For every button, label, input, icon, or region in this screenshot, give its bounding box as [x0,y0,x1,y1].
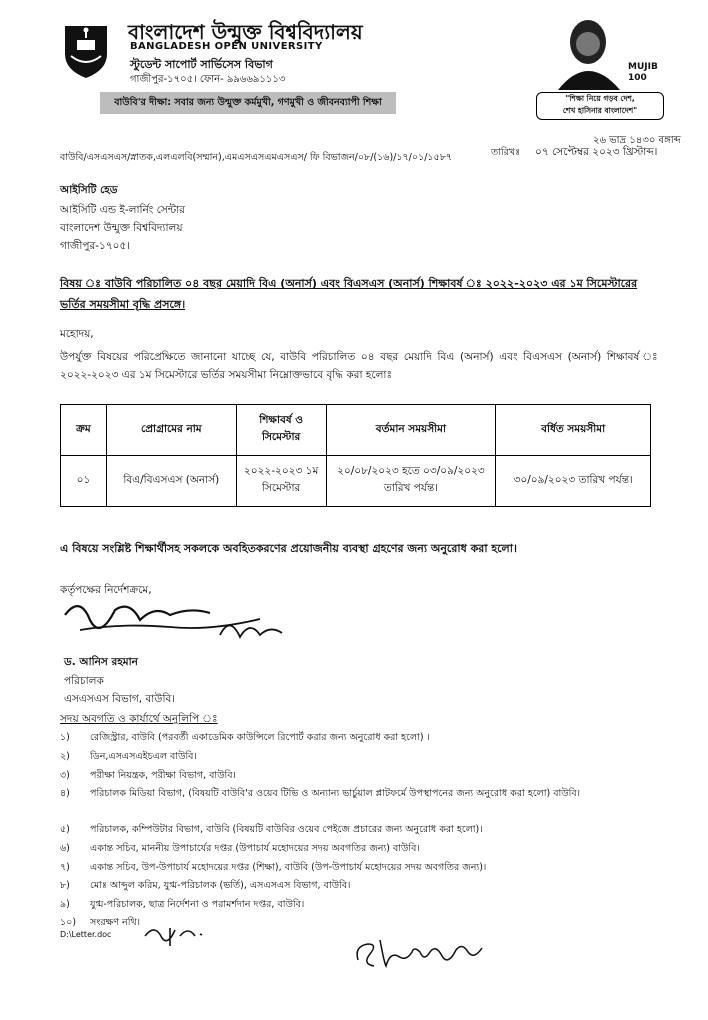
cc-item-number: ৬) [60,843,70,854]
university-name-english: BANGLADESH OPEN UNIVERSITY [130,41,323,52]
reference-number: বাউবি/এসএসএস/স্নাতক,এলএলবি(সম্মান),এমএসএসএমএসএস/ ফি বিভাজন/০৮/(১৬)/১৭/০১/১৫৮৭ [60,152,453,163]
date-bangla: ২৬ ভাদ্র ১৪৩০ বঙ্গাব্দ [593,135,681,146]
cc-item-number: ৫) [60,824,70,835]
cc-item-number: ৮) [60,880,70,891]
cc-item-text: একান্ত সচিব, উপ-উপাচার্য মহোদয়ের দপ্তর (শিক্ষা), বাউবি (উপ-উপাচার্য মহোদয়ের সদয় অবগতির জন্য)। [90,862,487,873]
cc-item-text: পরিচালক, কম্পিউটার বিভাগ, বাউবি (বিষয়টি বাউবির ওয়েব পেইজে প্রচারের জন্য অনুরোধ করা হলো)। [90,824,483,835]
cc-item [60,878,660,893]
cc-item [60,841,660,856]
department-name: স্টুডেন্ট সাপোর্ট সার্ভিসেস বিভাগ [130,58,273,71]
recipient-line-1: আইসিটি হেড [60,184,118,196]
cc-item [60,897,660,912]
table-cell: ৩০/০৯/২০২৩ তারিখ পর্যন্ত। [496,456,651,507]
file-path-footer: D:\Letter.doc [60,930,112,939]
cc-item-text: সংরক্ষণ নথি। [90,917,140,928]
address-phone: গাজীপুর-১৭০৫। ফোন- ৯৯৬৬৯১১১৩ [130,74,286,85]
column-header: ক্রম [61,405,107,456]
recipient-line-4: গাজীপুর-১৭০৫। [60,240,131,252]
mujib-quote-line2: শেখ হাসিনার বাংলাদেশ" [562,106,638,115]
date-gregorian: ০৭ সেপ্টেম্বর ২০২৩ খ্রিস্টাব্দ। [535,146,658,158]
cc-item-text: রেজিস্ট্রার, বাউবি (পরবর্তী একাডেমিক কাউন্সিলে রিপোর্ট করার জন্য অনুরোধ করা হলো) । [90,732,430,743]
column-header: শিক্ষাবর্ষ ও সিমেস্টার [236,405,326,456]
body-paragraph: উপর্যুক্ত বিষয়ের পরিপ্রেক্ষিতে জানানো যাচ্ছে যে, বাউবি পরিচালিত ০৪ বছর মেয়াদি বিএ (অনার্স) এবং বিএসএস (অনার্স) শিক্ষাবর্ষ ঃ ২০২২-২০২৩ এর ১ম সিমেস্টারে ভর্তির সময়সীমা নিম্নোক্তভাবে বৃদ্ধি করা হলোঃ [60,351,660,381]
university-name-bangla: বাংলাদেশ উন্মুক্ত বিশ্ববিদ্যালয় [128,20,363,44]
cc-item-text: ডিন,এসএসএইচএল বাউবি। [90,751,197,762]
cc-item-number: ৪) [60,788,70,799]
table-cell: ০১ [61,456,107,507]
university-motto: বাউবি'র দীক্ষা: সবার জন্য উন্মুক্ত কর্মমুখী, গণমুখী ও জীবনব্যাপী শিক্ষা [100,92,396,114]
recipient-line-2: আইসিটি এন্ড ই-লার্নিং সেন্টার [60,204,185,216]
mujib-label: MUJIB 100 [628,62,658,83]
cc-item-text: মোঃ আব্দুল করিম, যুগ্ম-পরিচালক (ভর্তি), এসএসএস বিভাগ, বাউবি। [90,880,351,891]
table-row [61,456,651,507]
salutation: মহোদয়, [60,328,94,340]
cc-item [60,860,660,875]
handwritten-signature [350,922,490,977]
table-cell: ২০/০৮/২০২৩ হতে ০৩/০৯/২০২৩ তারিখ পর্যন্ত। [326,456,496,507]
authority-order: কর্তৃপক্ষের নির্দেশক্রমে, [60,584,152,596]
signatory-title: পরিচালক [64,675,104,687]
signature-image [60,585,290,655]
initials-signature [140,918,210,948]
recipient-line-3: বাংলাদেশ উন্মুক্ত বিশ্ববিদ্যালয় [60,222,183,234]
mujib-emblem [540,12,658,120]
cc-item [60,749,660,764]
admission-deadline-table [60,404,651,507]
table-cell: বিএ/বিএসএস (অনার্স) [106,456,236,507]
date-label: তারিখঃ [491,147,521,158]
cc-item-text: একান্ত সচিব, মাননীয় উপাচার্যের দপ্তর (উপাচার্য মহোদয়ের সদয় অবগতির জন্য) বাউবি। [90,843,420,854]
cc-item-number: ২) [60,751,70,762]
university-logo [55,18,117,80]
cc-item-number: ৩) [60,770,70,781]
cc-item [60,786,660,801]
table-header-row [61,405,651,456]
cc-item-text: পরীক্ষা নিয়ন্ত্রক, পরীক্ষা বিভাগ, বাউবি। [90,770,236,781]
column-header: প্রোগ্রামের নাম [106,405,236,456]
mujib-quote-line1: "শিক্ষা নিয়ে গড়ব দেশ, [565,94,635,103]
cc-item [60,768,660,783]
signatory-name: ড. আনিস রহমান [64,656,138,668]
subject-line: বিষয় ঃ বাউবি পরিচালিত ০৪ বছর মেয়াদি বিএ (অনার্স) এবং বিএসএস (অনার্স) শিক্ষাবর্ষ ঃ ২০২২-২০২৩ এর ১ম সিমেস্টারের ভর্তির সময়সীমা বৃদ্ধি প্রসঙ্গে। [60,277,638,311]
cc-item-number: ৭) [60,862,70,873]
column-header: বর্ধিত সময়সীমা [496,405,651,456]
signatory-office: এসএসএস বিভাগ, বাউবি। [64,693,176,705]
cc-item-number: ১০) [60,917,77,928]
cc-item-text: যুগ্ম-পরিচালক, ছাত্র নির্দেশনা ও পরামর্শদান দপ্তর, বাউবি। [90,899,305,910]
table-cell: ২০২২-২০২৩ ১ম সিমেস্টার [236,456,326,507]
cc-item-number: ৯) [60,899,70,910]
cc-item [60,822,660,837]
request-line: এ বিষয়ে সংশ্লিষ্ট শিক্ষার্থীসহ সকলকে অবহিতকরণের প্রয়োজনীয় ব্যবস্থা গ্রহণের জন্য অনুরোধ করা হলো। [60,542,517,555]
cc-heading: সদয় অবগতি ও কার্যার্থে অনুলিপি ঃ [60,713,218,725]
cc-item-text: পরিচালক মিডিয়া বিভাগ, (বিষয়টি বাউবি'র ওয়েব টিভি ও অন্যান্য ভার্চুয়াল প্লাটফর্মে উপস্থাপনের জন্য অনুরোধ করা হলো) বাউবি। [90,788,581,799]
column-header: বর্তমান সময়সীমা [326,405,496,456]
cc-item [60,730,660,745]
cc-item-number: ১) [60,732,70,743]
